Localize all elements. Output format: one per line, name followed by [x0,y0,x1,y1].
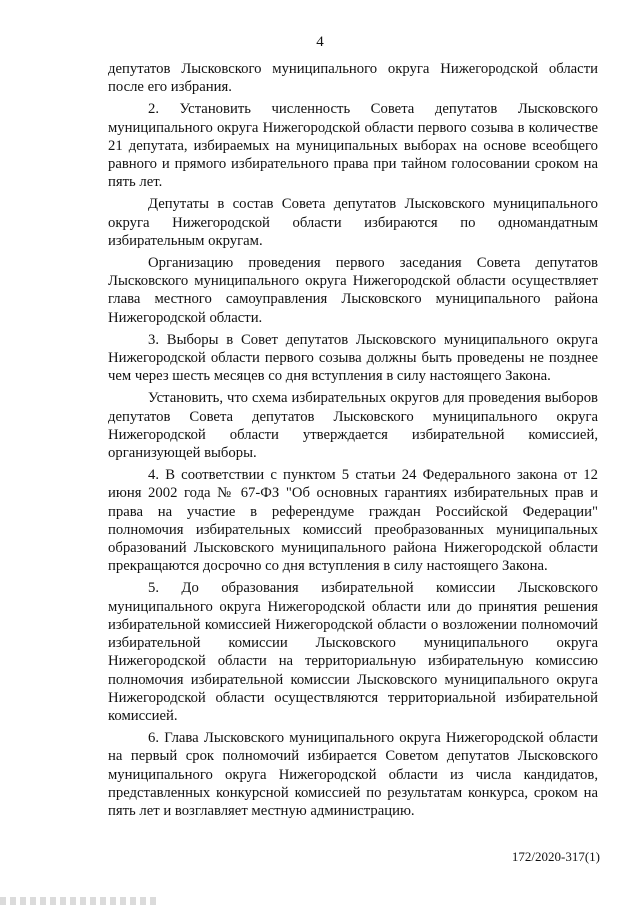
paragraph-continuation: депутатов Лысковского муниципального округа Нижегородской области после его избрания. [108,61,598,96]
scan-edge-artifact [0,897,160,905]
paragraph-item-2: 2. Установить численность Совета депутатов Лысковского муниципального округа Нижегородской области первого созыва в количестве 21 депутата, избираемых на муниципальных выборах на основе всеобщего равного и прямого избирательного права при тайном голосовании сроком на пять лет. [108,101,598,191]
paragraph: Депутаты в состав Совета депутатов Лысковского муниципального округа Нижегородской области избираются по одномандатным избирательным округам. [108,196,598,249]
paragraph: Организацию проведения первого заседания Совета депутатов Лысковского муниципального округа Нижегородской области осуществляет глава местного самоуправления Лысковского муниципального района Нижегородской области. [108,255,598,326]
paragraph-item-6: 6. Глава Лысковского муниципального округа Нижегородской области на первый срок полномочий избирается Советом депутатов Лысковского муниципального округа Нижегородской области из числа кандидатов, представленных конкурсной комиссией по результатам конкурса, сроком на пять лет и возглавляет местную администрацию. [108,730,598,819]
paragraph-item-5: 5. До образования избирательной комиссии Лысковского муниципального округа Нижегородской области или до принятия решения избирательной комиссией Нижегородской области о возложении полномочий избирательной комиссии Лысковского муниципального округа Нижегородской области на территориальную избирательную комиссию полномочия избирательной комиссии Лысковского муниципального округа Нижегородской области осуществляются территориальной избирательной комиссией. [108,580,598,724]
paragraph: Установить, что схема избирательных округов для проведения выборов депутатов Совета депутатов Лысковского муниципального округа Нижегородской области утверждается избирательной комиссией, организующей выборы. [108,390,598,462]
document-body [108,60,598,824]
paragraph-item-4: 4. В соответствии с пунктом 5 статьи 24 Федерального закона от 12 июня 2002 года № 67-ФЗ "Об основных гарантиях избирательных прав и права на участие в референдуме граждан Российской Федерации" полномочия избирательных комиссий преобразованных муниципальных образований Лысковского муниципального района Нижегородской области прекращаются досрочно со дня вступления в силу настоящего Закона. [108,467,598,575]
paragraph-item-3: 3. Выборы в Совет депутатов Лысковского муниципального округа Нижегородской области первого созыва должны быть проведены не позднее чем через шесть месяцев со дня вступления в силу настоящего Закона. [108,331,598,385]
page-number: 4 [316,34,324,50]
footer-document-code: 172/2020-317(1) [511,849,600,864]
